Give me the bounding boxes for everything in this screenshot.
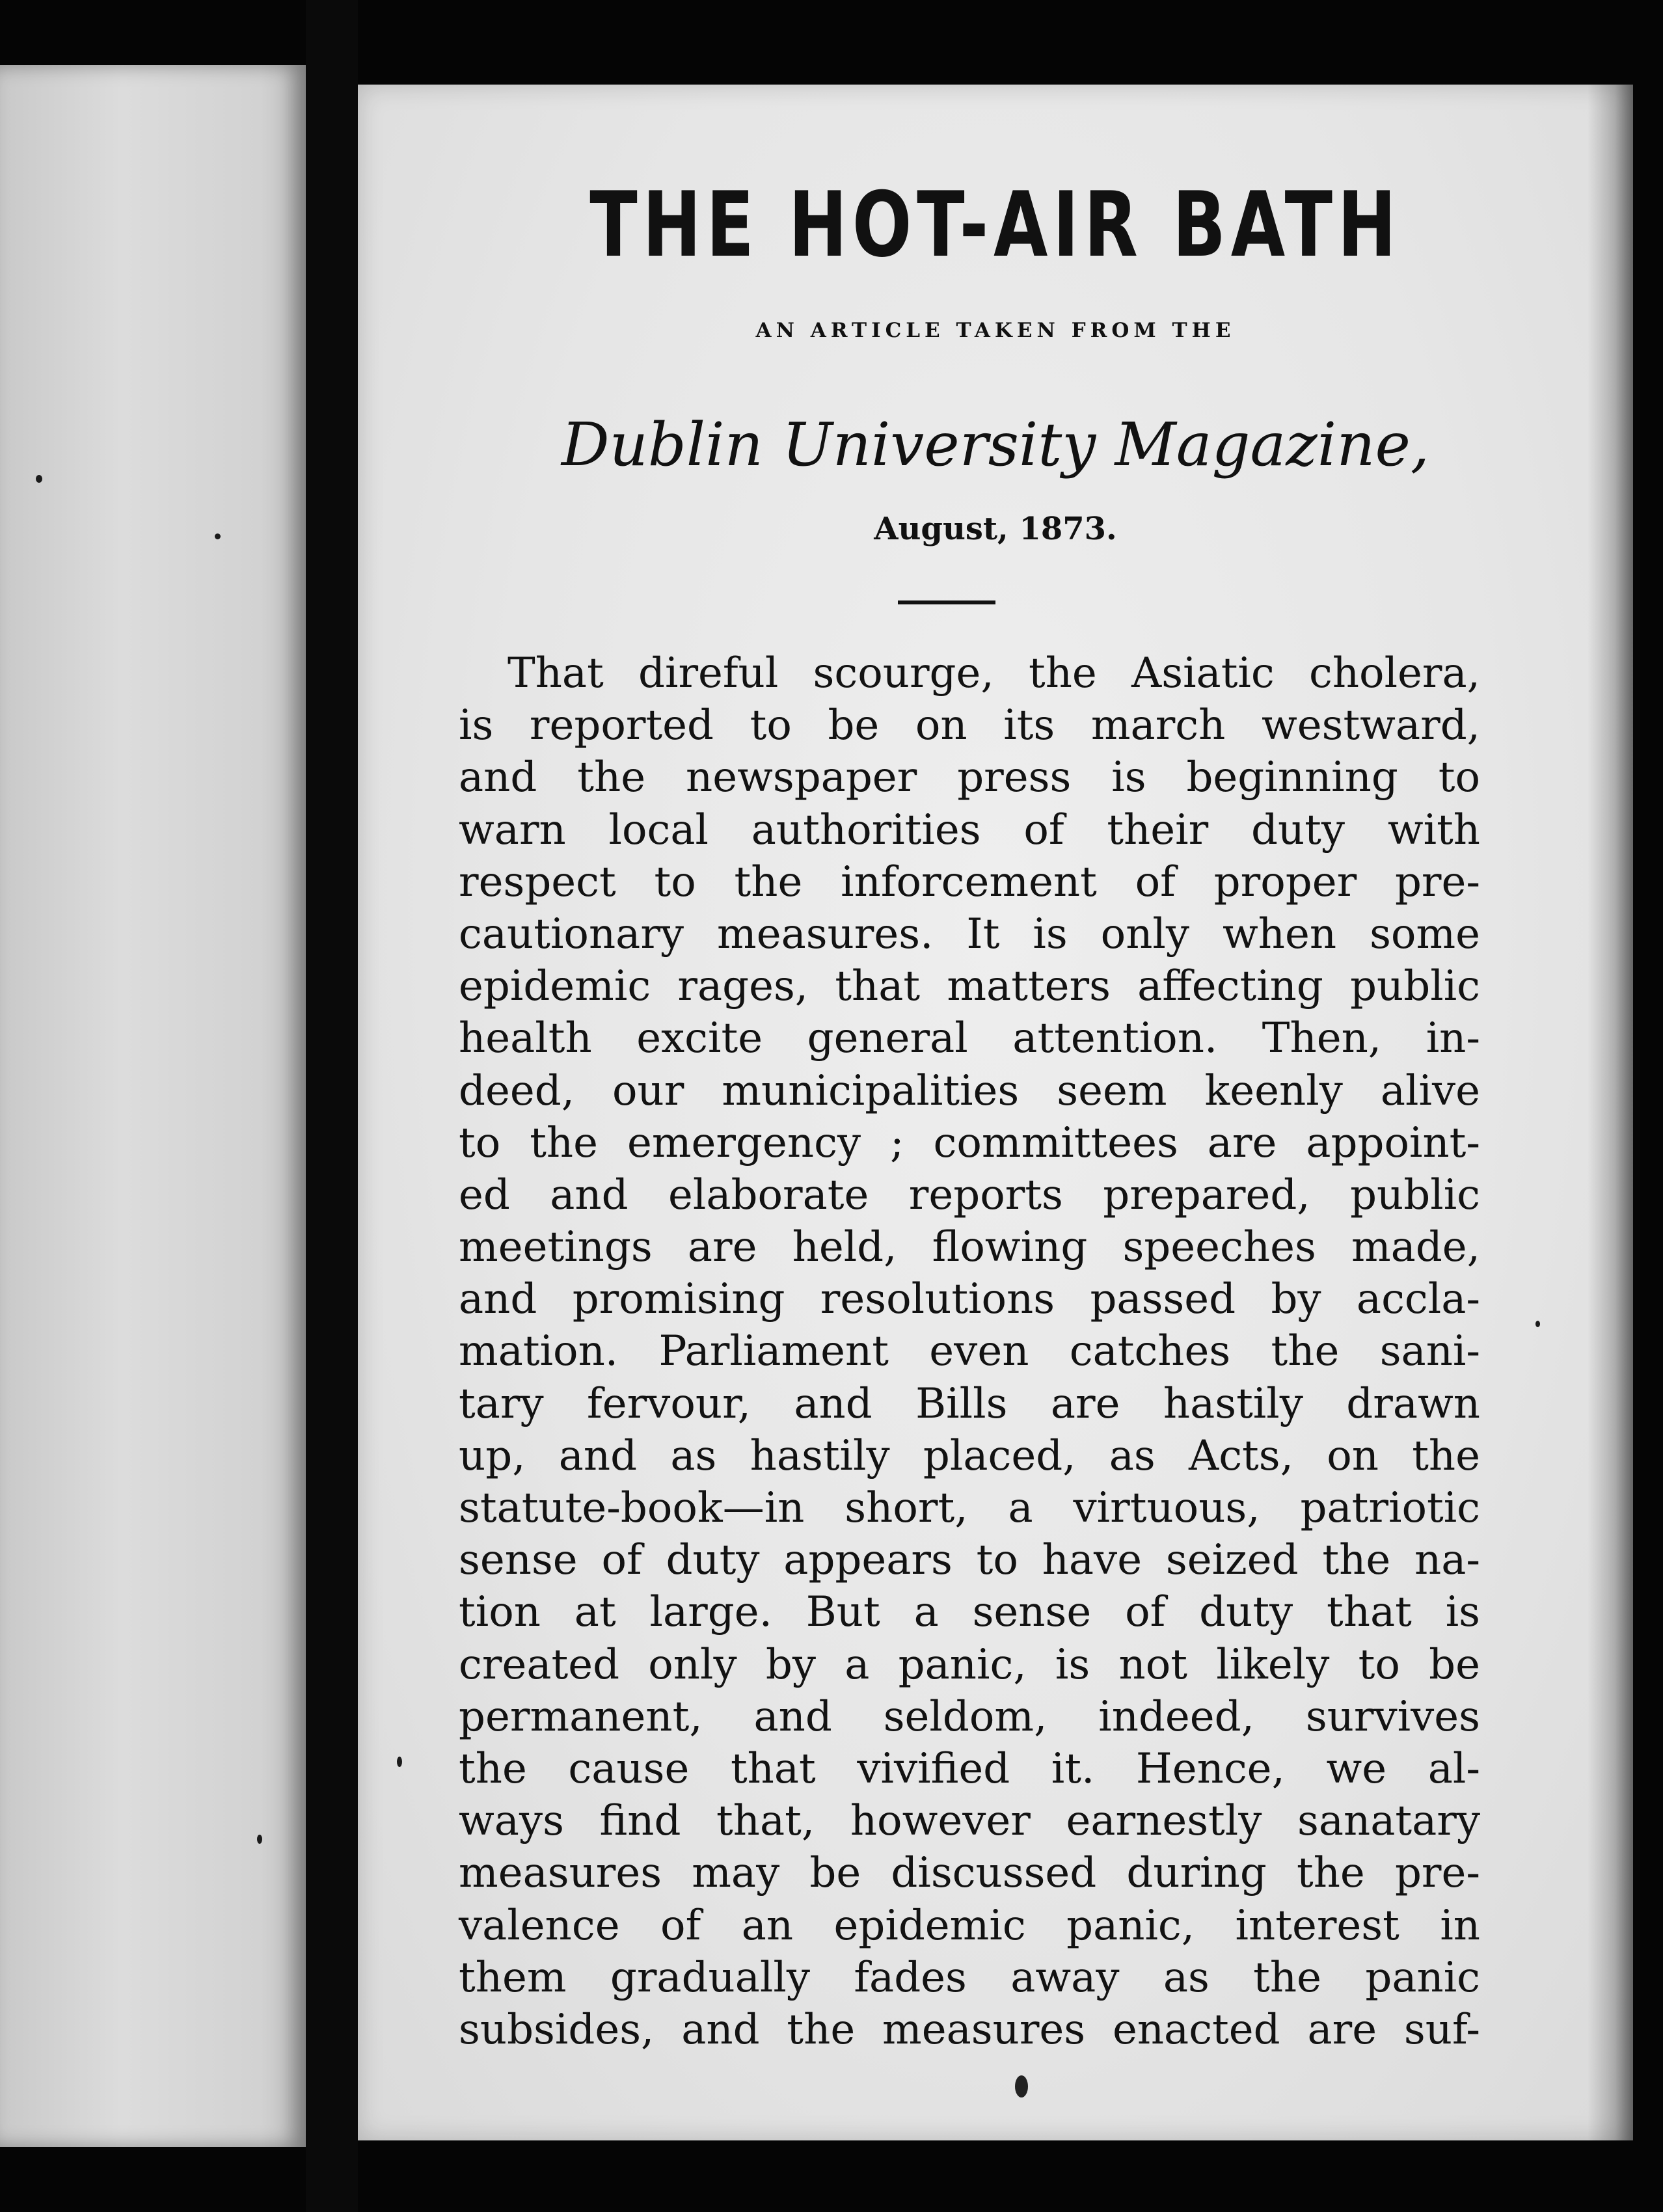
body-line: subsides, and the measures enacted are suf-: [459, 2005, 1480, 2054]
publication-date: August, 1873.: [874, 511, 1117, 547]
body-line: tion at large. But a sense of duty that is: [459, 1588, 1480, 1637]
ink-speck: [397, 1757, 402, 1767]
body-line: measures may be discussed during the pre-: [459, 1849, 1480, 1898]
body-line: mation. Parliament even catches the sani-: [459, 1327, 1480, 1376]
divider-rule: [898, 600, 995, 604]
body-line: sense of duty appears to have seized the na-: [459, 1536, 1480, 1585]
body-line: health excite general attention. Then, in-: [459, 1014, 1480, 1063]
article-title: THE HOT-AIR BATH: [589, 172, 1401, 277]
source-magazine: Dublin University Magazine,: [561, 410, 1430, 479]
body-line: the cause that vivified it. Hence, we al-: [459, 1744, 1480, 1793]
body-line: ways find that, however earnestly sanatary: [459, 1797, 1480, 1846]
body-line: epidemic rages, that matters affecting public: [459, 962, 1480, 1011]
page-ornament: [1015, 2075, 1028, 2097]
book-gutter: [306, 0, 358, 2212]
body-line: and the newspaper press is beginning to: [459, 753, 1480, 802]
body-line: valence of an epidemic panic, interest in: [459, 1901, 1480, 1950]
body-line: respect to the inforcement of proper pre-: [459, 857, 1480, 906]
ink-speck: [36, 475, 42, 483]
body-line: created only by a panic, is not likely to be: [459, 1640, 1480, 1689]
body-line: statute-book—in short, a virtuous, patriotic: [459, 1484, 1480, 1532]
body-line: meetings are held, flowing speeches made,: [459, 1223, 1480, 1272]
body-line: ed and elaborate reports prepared, public: [459, 1170, 1480, 1219]
body-line: deed, our municipalities seem keenly alive: [459, 1066, 1480, 1115]
body-line: is reported to be on its march westward,: [459, 701, 1480, 750]
body-line: tary fervour, and Bills are hastily drawn: [459, 1379, 1480, 1428]
body-line: up, and as hastily placed, as Acts, on the: [459, 1431, 1480, 1480]
page-edge-shadow: [1588, 85, 1633, 2140]
body-line: warn local authorities of their duty with: [459, 805, 1480, 854]
ink-speck: [215, 533, 221, 539]
body-line: them gradually fades away as the panic: [459, 1953, 1480, 2002]
article-body: [459, 647, 1480, 2056]
body-line: That direful scourge, the Asiatic cholera,: [507, 649, 1480, 697]
right-page: [358, 85, 1633, 2140]
body-line: cautionary measures. It is only when some: [459, 910, 1480, 958]
left-facing-page: [0, 65, 306, 2147]
article-kicker: AN ARTICLE TAKEN FROM THE: [755, 319, 1236, 342]
body-line: and promising resolutions passed by accla-: [459, 1275, 1480, 1324]
body-line: to the emergency ; committees are appoint-: [459, 1118, 1480, 1167]
ink-speck: [1535, 1321, 1540, 1327]
ink-speck: [257, 1835, 262, 1844]
body-line: permanent, and seldom, indeed, survives: [459, 1692, 1480, 1741]
